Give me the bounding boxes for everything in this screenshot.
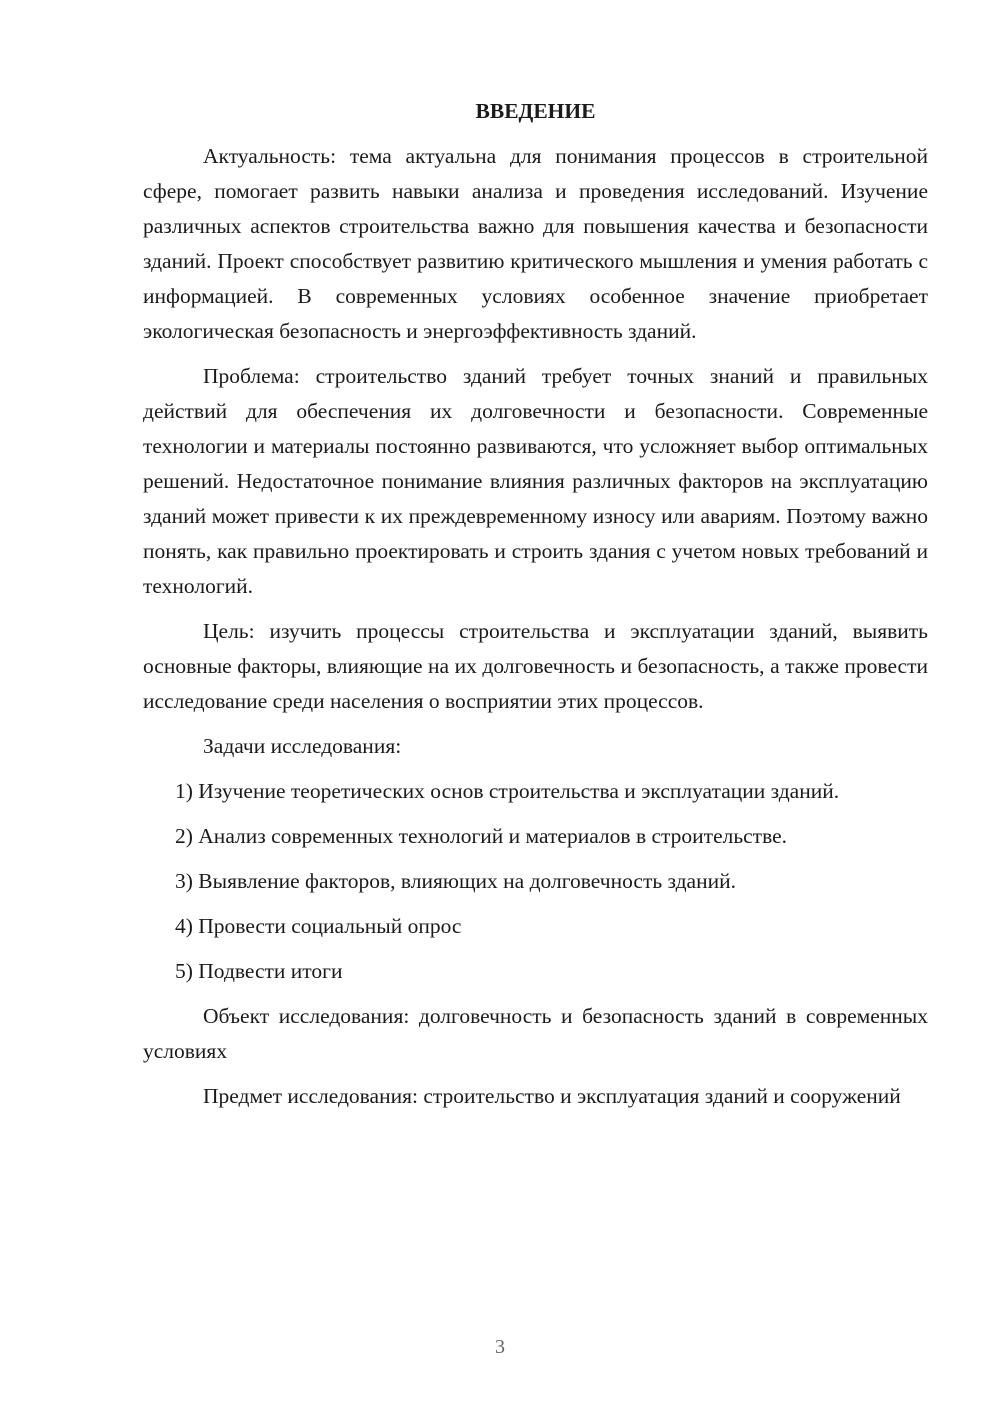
task-item-4: 4) Провести социальный опрос (175, 914, 462, 938)
task-item-2: 2) Анализ современных технологий и материалов в строительстве. (175, 824, 788, 848)
tasks-heading: Задачи исследования: (203, 734, 402, 758)
section-title: ВВЕДЕНИЕ (475, 99, 596, 123)
task-item-1: 1) Изучение теоретических основ строительства и эксплуатации зданий. (175, 779, 840, 803)
task-item-3: 3) Выявление факторов, влияющих на долговечность зданий. (175, 869, 736, 893)
page-number: 3 (495, 1336, 505, 1358)
paragraph-goal: Цель: изучить процессы строительства и эксплуатации зданий, выявить основные факторы, влияющие на их долговечность и безопасность, а также провести исследование среди населения о восприятии этих процессов. (143, 619, 928, 713)
paragraph-subject: Предмет исследования: строительство и эксплуатация зданий и сооружений (203, 1084, 901, 1108)
paragraph-object: Объект исследования: долговечность и безопасность зданий в современных условиях (143, 1004, 928, 1063)
task-item-5: 5) Подвести итоги (175, 959, 343, 983)
paragraph-problem: Проблема: строительство зданий требует точных знаний и правильных действий для обеспечения их долговечности и безопасности. Современные технологии и материалы постоянно развиваются, что усложняет выбор оптимальных решений. Недостаточное понимание влияния различных факторов на эксплуатацию зданий может привести к их преждевременному износу или авариям. Поэтому важно понять, как правильно проектировать и строить здания с учетом новых требований и технологий. (143, 364, 928, 598)
paragraph-relevance: Актуальность: тема актуальна для понимания процессов в строительной сфере, помогает развить навыки анализа и проведения исследований. Изучение различных аспектов строительства важно для повышения качества и безопасности зданий. Проект способствует развитию критического мышления и умения работать с информацией. В современных условиях особенное значение приобретает экологическая безопасность и энергоэффективность зданий. (143, 144, 928, 343)
